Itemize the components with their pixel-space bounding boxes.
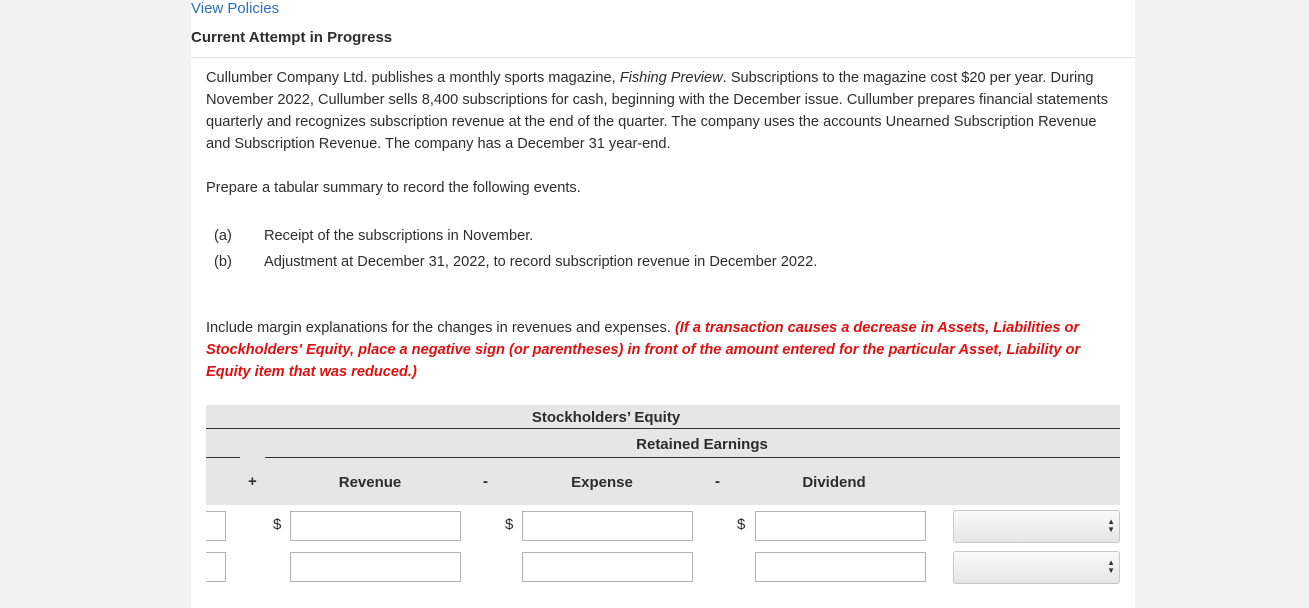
instruction-plain: Include margin explanations for the changes in revenues and expenses. [206,320,675,336]
event-text: Receipt of the subscriptions in November. [264,228,534,244]
minus-sign: - [483,473,488,490]
revenue-column-header: Revenue [338,474,402,491]
question-intro: Cullumber Company Ltd. publishes a monthly sports magazine, [206,70,620,86]
question-text [206,67,1116,155]
instruction-warning: (If a transaction causes a decrease in Assets, Liabilities or Stockholders' Equity, place a negative sign (or parentheses) in front of the amount entered for the particular Asset, Liability or Equity item that was reduced.) [206,320,1081,380]
magazine-name: Fishing Preview [619,70,723,86]
revenue-input[interactable] [290,511,461,541]
select-arrows-icon: ▲ ▼ [1107,558,1115,575]
instructions [206,317,1121,383]
currency-symbol: $ [737,516,746,533]
event-list [206,223,817,275]
stockholders-equity-header: Stockholders’ Equity [531,409,681,426]
event-text: Adjustment at December 31, 2022, to record subscription revenue in December 2022. [264,254,818,270]
dividend-column-header: Dividend [802,474,866,491]
expense-input[interactable] [522,511,693,541]
retained-earnings-header: Retained Earnings [636,436,768,453]
dividend-input[interactable] [755,511,926,541]
currency-symbol: $ [505,516,514,533]
minus-sign: - [715,473,720,490]
select-arrows-icon: ▲ ▼ [1107,517,1115,534]
view-policies-link[interactable]: View Policies [191,0,280,17]
question-panel [191,0,1135,608]
currency-symbol: $ [273,516,282,533]
revenue-input[interactable] [290,552,461,582]
event-item [206,249,817,275]
expense-input[interactable] [522,552,693,582]
expense-column-header: Expense [571,474,633,491]
event-item [206,223,817,249]
task-prompt: Prepare a tabular summary to record the following events. [206,180,581,196]
header-rule [206,428,1120,429]
prior-column-input[interactable] [206,552,226,582]
divider [191,57,1135,58]
tabular-summary [206,405,1120,608]
dividend-input[interactable] [755,552,926,582]
question-body: . Subscriptions to the magazine cost $20 per year. During November 2022, Cullumber sells 8,400 subscriptions for cash, beginning with the December issue. Cullumber prepares financial statements quarterly and recognizes subscription revenue at the end of the quarter. The company uses the accounts Unearned Subscription Revenue and Subscription Revenue. The company has a December 31 year-end. [206,70,1109,152]
event-letter: (b) [214,254,232,270]
header-rule [265,457,1120,458]
explanation-select[interactable] [953,510,1120,543]
header-rule [206,457,240,458]
prior-column-input[interactable] [206,511,226,541]
plus-sign: + [248,473,257,490]
attempt-title: Current Attempt in Progress [191,29,393,46]
event-letter: (a) [214,228,232,244]
explanation-select[interactable] [953,551,1120,584]
